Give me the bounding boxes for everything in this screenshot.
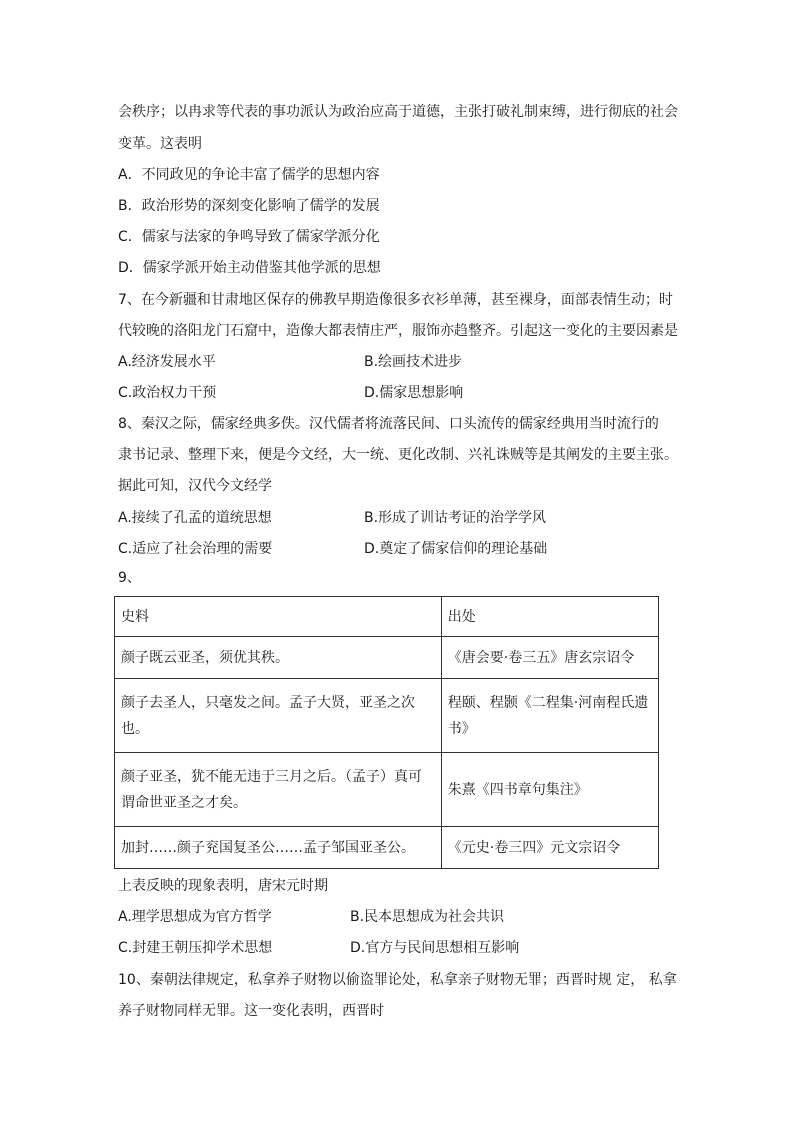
q9-number: 9、 — [118, 570, 141, 586]
q8-option-c: C.适应了社会治理的需要 — [118, 541, 273, 557]
source-table — [114, 596, 659, 869]
intro-line-2: 变革。这表明 — [118, 136, 202, 152]
q9-option-c: C.封建王朝压抑学术思想 — [118, 940, 273, 956]
q8-option-a: A.接续了孔孟的道统思想 — [118, 510, 272, 526]
table-cell-source: 程颐、程颢《二程集·河南程氏遗书》 — [441, 679, 658, 753]
table-cell-source: 《元史·卷三四》元文宗诏令 — [441, 827, 658, 869]
q10-stem-line-2: 养子财物同样无罪。这一变化表明，西晋时 — [118, 1003, 384, 1019]
q7-option-d: D.儒家思想影响 — [364, 385, 464, 401]
q7-stem-line-2: 代较晚的洛阳龙门石窟中，造像大都表情庄严，服饰亦趋整齐。引起这一变化的主要因素是 — [118, 323, 678, 339]
q9-option-b: B.民本思想成为社会共识 — [350, 909, 505, 925]
table-header-row — [115, 597, 659, 637]
table-header-cell: 出处 — [441, 597, 658, 637]
q8-option-b: B.形成了训诂考证的治学学风 — [364, 510, 547, 526]
q10-stem-line-1: 10、秦朝法律规定，私拿养子财物以偷盗罪论处，私拿亲子财物无罪；西晋时规 定， 私拿 — [118, 972, 677, 988]
q7-option-c: C.政治权力干预 — [118, 385, 217, 401]
q8-option-d: D.奠定了儒家信仰的理论基础 — [364, 541, 548, 557]
table-cell-text: 颜子既云亚圣，须优其秩。 — [115, 637, 442, 679]
q8-stem-line-3: 据此可知，汉代今文经学 — [118, 478, 272, 494]
q6-option-d: D．儒家学派开始主动借鉴其他学派的思想 — [118, 260, 381, 276]
table-header-cell: 史料 — [115, 597, 442, 637]
table-cell-text: 颜子亚圣，犹不能无违于三月之后。（孟子）真可谓命世亚圣之才矣。 — [115, 753, 442, 827]
q7-option-a: A.经济发展水平 — [118, 354, 216, 370]
table-row — [115, 753, 659, 827]
table-row — [115, 827, 659, 869]
q9-stem: 上表反映的现象表明，唐宋元时期 — [118, 878, 328, 894]
q6-option-c: C．儒家与法家的争鸣导致了儒家学派分化 — [118, 229, 380, 245]
table-cell-source: 朱熹《四书章句集注》 — [441, 753, 658, 827]
q9-option-a: A.理学思想成为官方哲学 — [118, 909, 272, 925]
q6-option-b: B．政治形势的深刻变化影响了儒学的发展 — [118, 198, 380, 214]
table-row — [115, 679, 659, 753]
table-cell-text: 颜子去圣人，只毫发之间。孟子大贤，亚圣之次也。 — [115, 679, 442, 753]
table-cell-text: 加封……颜子兖国复圣公……孟子邹国亚圣公。 — [115, 827, 442, 869]
table-row — [115, 637, 659, 679]
q6-option-a: A．不同政见的争论丰富了儒学的思想内容 — [118, 167, 380, 183]
q8-stem-line-1: 8、秦汉之际，儒家经典多佚。汉代儒者将流落民间、口头流传的儒家经典用当时流行的 — [118, 416, 659, 432]
q7-stem-line-1: 7、在今新疆和甘肃地区保存的佛教早期造像很多衣衫单薄，甚至裸身，面部表情生动；时 — [118, 292, 673, 308]
intro-line-1: 会秩序；以冉求等代表的事功派认为政治应高于道德，主张打破礼制束缚，进行彻底的社会 — [118, 104, 678, 120]
q8-stem-line-2: 隶书记录、整理下来，便是今文经，大一统、更化改制、兴礼诛贼等是其阐发的主要主张。 — [118, 447, 678, 463]
table-cell-source: 《唐会要·卷三五》唐玄宗诏令 — [441, 637, 658, 679]
q7-option-b: B.绘画技术进步 — [364, 354, 463, 370]
q9-option-d: D.官方与民间思想相互影响 — [350, 940, 520, 956]
